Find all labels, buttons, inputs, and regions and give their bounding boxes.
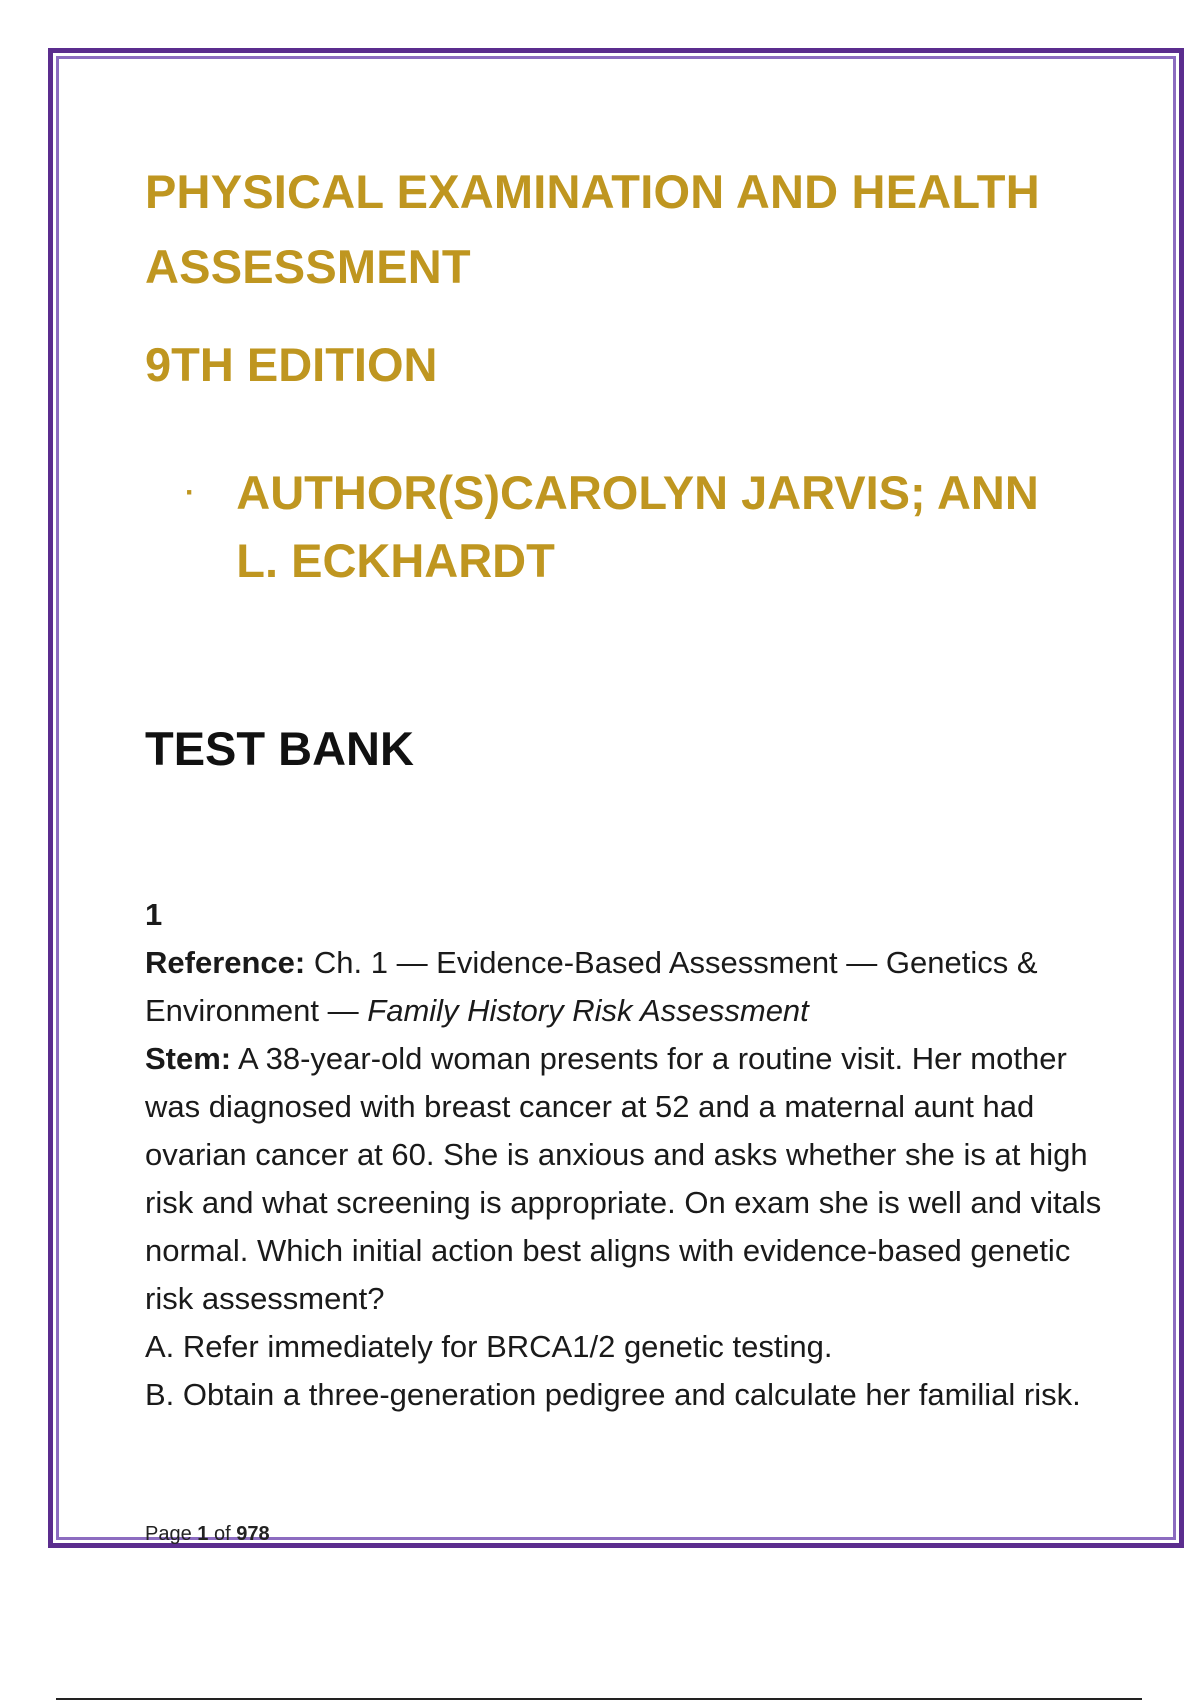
of-word: of (213, 1523, 231, 1545)
stem-text: A 38-year-old woman presents for a routine visit. Her mother was diagnosed with breast cancer at 52 and a maternal aunt had ovarian cancer at 60. She is anxious and asks whether she is at high risk and what screening is appropriate. On exam she is well and vitals normal. Which initial action best aligns with evidence-based genetic risk assessment? (145, 1041, 1102, 1316)
stem-label: Stem: (145, 1041, 232, 1076)
reference-text: Ch. 1 — Evidence-Based Assessment — Genetics & Environment — (145, 945, 1038, 1028)
page-frame-inner (56, 56, 1176, 1545)
answer-option-b: B. Obtain a three-generation pedigree and calculate her familial risk. (145, 1377, 1081, 1412)
question-block (145, 891, 1125, 1419)
answer-option-a: A. Refer immediately for BRCA1/2 genetic testing. (145, 1329, 833, 1364)
page-total: 978 (236, 1523, 270, 1545)
bullet-icon: · (185, 476, 195, 509)
question-number: 1 (145, 897, 163, 932)
reference-topic: Family History Risk Assessment (367, 993, 809, 1028)
page-current: 1 (197, 1523, 209, 1545)
section-heading: TEST BANK (145, 722, 414, 775)
page-frame (48, 48, 1184, 1548)
authors-line (179, 459, 1079, 595)
document-title: PHYSICAL EXAMINATION AND HEALTH ASSESSMENT (145, 165, 1040, 293)
page-word: Page (145, 1523, 192, 1545)
reference-line (145, 939, 1125, 1035)
authors-text: AUTHOR(S)CAROLYN JARVIS; ANN L. ECKHARDT (236, 466, 1039, 587)
page-footer (145, 1521, 270, 1547)
reference-label: Reference: (145, 945, 306, 980)
stem-paragraph (145, 1035, 1125, 1323)
edition-label: 9TH EDITION (145, 338, 438, 391)
